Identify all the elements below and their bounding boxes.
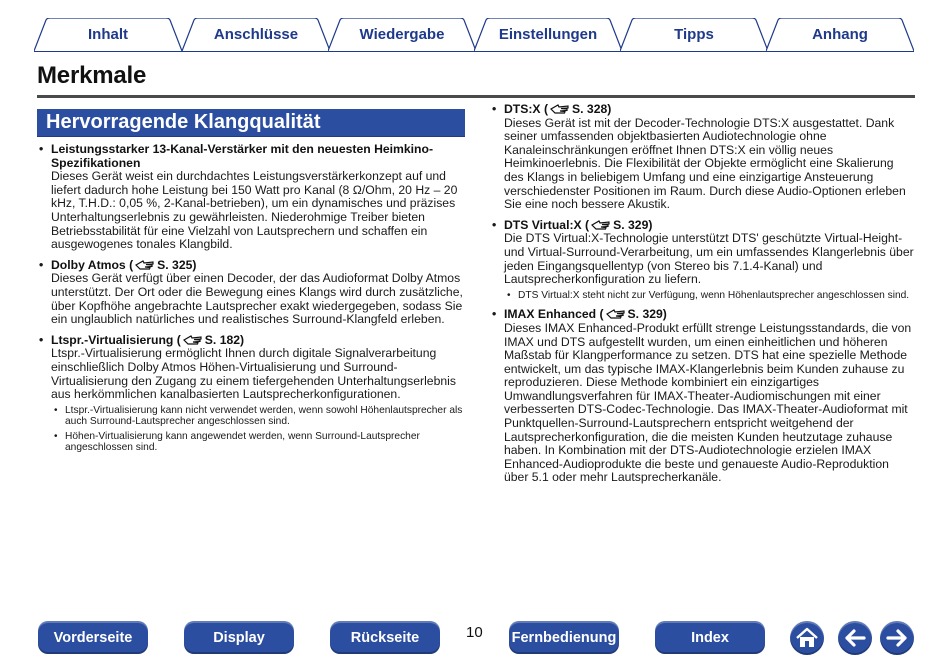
page-number: 10 <box>466 624 483 641</box>
tab-label: Einstellungen <box>498 25 598 43</box>
bullet: • <box>492 217 497 232</box>
feature-title: Ltspr.-Virtualisierung ( <box>51 332 181 347</box>
display-button[interactable]: Display <box>184 621 294 654</box>
bullet: • <box>39 142 44 156</box>
feature-body: Dieses Gerät weist ein durchdachtes Leistungsverstärkerkonzept auf und liefert dadurch hohe Leistung bei 150 Watt pro Kanal (8 Ω/Ohm, 20 Hz – 20 kHz, T.H.D.: 0,05 %, 2-Kanal-betrieben), um ein dynamisches und präzises Unterhaltungserlebnis zu gewährleisten. Niederohmige Treiber bieten Betriebsstabilität für eine Vielzahl von Lautsprechern und schaffen ein ausgewogenes tonales Klangbild. <box>51 169 458 252</box>
tab-bar <box>34 18 914 52</box>
left-column <box>37 109 465 461</box>
reference-hand-icon <box>135 259 155 270</box>
tab-label: Wiedergabe <box>359 25 445 43</box>
feature-item <box>490 103 914 212</box>
section-header: Hervorragende Klangqualität <box>37 109 465 137</box>
feature-title-link[interactable] <box>51 334 465 348</box>
note-bullet: • <box>507 289 511 301</box>
right-column <box>490 103 914 492</box>
page-title: Merkmale <box>37 62 147 89</box>
fernbedienung-button[interactable]: Fernbedienung <box>509 621 619 654</box>
feature-title: DTS Virtual:X ( <box>504 217 590 232</box>
tab-label: Anhang <box>812 25 868 43</box>
note-text: Ltspr.-Virtualisierung kann nicht verwendet werden, wenn sowohl Höhenlautsprecher als auch Surround-Lautsprecher angeschlossen sind. <box>65 404 463 428</box>
feature-body: Dieses Gerät verfügt über einen Decoder, der das Audioformat Dolby Atmos unterstützt. Der Ort oder die Bewegung eines Klangs wird durch zusätzliche, über Kopfhöhe angebrachte Lautsprecher exakt wiedergegeben, sodass Sie ein unglaublich natürliches und realistisches Surround-Klangfeld erleben. <box>51 271 463 327</box>
feature-item <box>490 219 914 302</box>
note-item <box>51 405 465 428</box>
home-button[interactable] <box>790 621 824 655</box>
bullet: • <box>39 257 44 272</box>
feature-title-link[interactable] <box>504 308 914 322</box>
home-icon <box>795 627 819 649</box>
tab-label: Inhalt <box>88 25 128 43</box>
page-reference: S. 182) <box>204 332 245 347</box>
next-page-button[interactable] <box>880 621 914 655</box>
feature-item <box>37 259 465 327</box>
feature-title: Leistungsstarker 13-Kanal-Verstärker mit den neuesten Heimkino-Spezifikationen <box>51 142 434 170</box>
tab-label: Anschlüsse <box>213 25 299 43</box>
bullet: • <box>39 332 44 347</box>
tab-einstellungen[interactable] <box>474 18 622 50</box>
bullet: • <box>492 102 497 116</box>
page-reference: S. 325) <box>157 257 197 272</box>
tab-anhang[interactable] <box>766 18 914 50</box>
title-divider <box>37 95 915 98</box>
tab-inhalt[interactable] <box>34 18 182 50</box>
note-item <box>51 431 465 454</box>
reference-hand-icon <box>183 334 203 345</box>
arrow-right-icon <box>885 628 909 648</box>
reference-hand-icon <box>591 219 611 230</box>
feature-body: Dieses IMAX Enhanced-Produkt erfüllt strenge Leistungsstandards, die von IMAX und DTS aufgestellt wurden, um einen einheitlichen und höheren Maßstab für Klangperformance zu setzen. DTS hat eine spezielle Methode entwickelt, um das typische IMAX-Klangerlebnis beim Kunden zuhause zu reproduzieren. Diese Methode kombiniert ein einzigartiges Umwandlungsverfahren für IMAX-Theater-Audiomischungen mit einer verbesserten DTS-Codec-Technologie. Das IMAX-Theater-Audioformat mit Punktquellen-Surround-Lautsprechern entspricht weitgehend der Lautsprecherkonfiguration, die die meisten Kunden heutzutage zuhause haben. In Kombination mit der DTS-Audiotechnologie erzielen IMAX Enhanced-Audioprodukte die beste und genaueste Audio-Reproduktion über 5.1 oder mehr Lautsprecherkanäle. <box>504 320 912 485</box>
page-reference: S. 329) <box>627 307 667 322</box>
feature-item <box>37 334 465 454</box>
note-bullet: • <box>54 404 58 416</box>
tab-wiedergabe[interactable] <box>328 18 476 50</box>
feature-body: Dieses Gerät ist mit der Decoder-Technologie DTS:X ausgestattet. Dank seiner umfassenden objektbasierten Audiotechnologie ohne Kanaleinschränkungen eröffnet Ihnen DTS:X ein völlig neues Heimkinoerlebnis. Die Flexibilität der Objekte ermöglicht eine Skalierung des Klangs in beliebigem Umfang und eine einzigartige Ansteuerung verschiedenster Positionen im Raum. Durch diese Audio-Optionen erleben Sie eine noch bessere Akustik. <box>504 115 906 212</box>
tab-label: Tipps <box>674 25 714 43</box>
rueckseite-button[interactable]: Rückseite <box>330 621 440 654</box>
feature-title: Dolby Atmos ( <box>51 257 134 272</box>
index-button[interactable]: Index <box>655 621 765 654</box>
tab-anschluesse[interactable] <box>182 18 330 50</box>
vorderseite-button[interactable]: Vorderseite <box>38 621 148 654</box>
reference-hand-icon <box>606 308 626 319</box>
note-item <box>504 290 914 302</box>
previous-page-button[interactable] <box>838 621 872 655</box>
feature-item <box>490 308 914 485</box>
feature-body: Die DTS Virtual:X-Technologie unterstützt DTS' geschützte Virtual-Height- und Virtual-Surround-Verarbeitung, um ein umfassendes Klangerlebnis über jeden Eingangsquellentyp (von Stereo bis 7.1.4-Kanal) und Lautsprecherkonfiguration zu liefern. <box>504 231 914 287</box>
feature-title: IMAX Enhanced ( <box>504 307 604 322</box>
tab-tipps[interactable] <box>620 18 768 50</box>
arrow-left-icon <box>843 628 867 648</box>
feature-title-link[interactable] <box>51 259 465 273</box>
feature-body: Ltspr.-Virtualisierung ermöglicht Ihnen durch digitale Signalverarbeitung einschließlich Dolby Atmos Höhen-Virtualisierung und Surround-Virtualisierung den Zugang zu einem tiefergehenden Unterhaltungserlebnis aus herkömmlichen kanalbasierten Lautsprecherkonfigurationen. <box>51 346 456 402</box>
note-text: DTS Virtual:X steht nicht zur Verfügung, wenn Höhenlautsprecher angeschlossen sind. <box>518 289 910 301</box>
page-reference: S. 329) <box>613 217 653 232</box>
feature-item <box>37 143 465 252</box>
note-text: Höhen-Virtualisierung kann angewendet werden, wenn Surround-Lautsprecher angeschlossen sind. <box>65 430 420 454</box>
feature-title-link[interactable] <box>504 103 914 117</box>
page-reference: S. 328) <box>572 102 612 116</box>
bullet: • <box>492 307 497 322</box>
reference-hand-icon <box>550 103 570 114</box>
feature-title: DTS:X ( <box>504 102 549 116</box>
feature-title-link[interactable] <box>504 219 914 233</box>
note-bullet: • <box>54 430 58 442</box>
